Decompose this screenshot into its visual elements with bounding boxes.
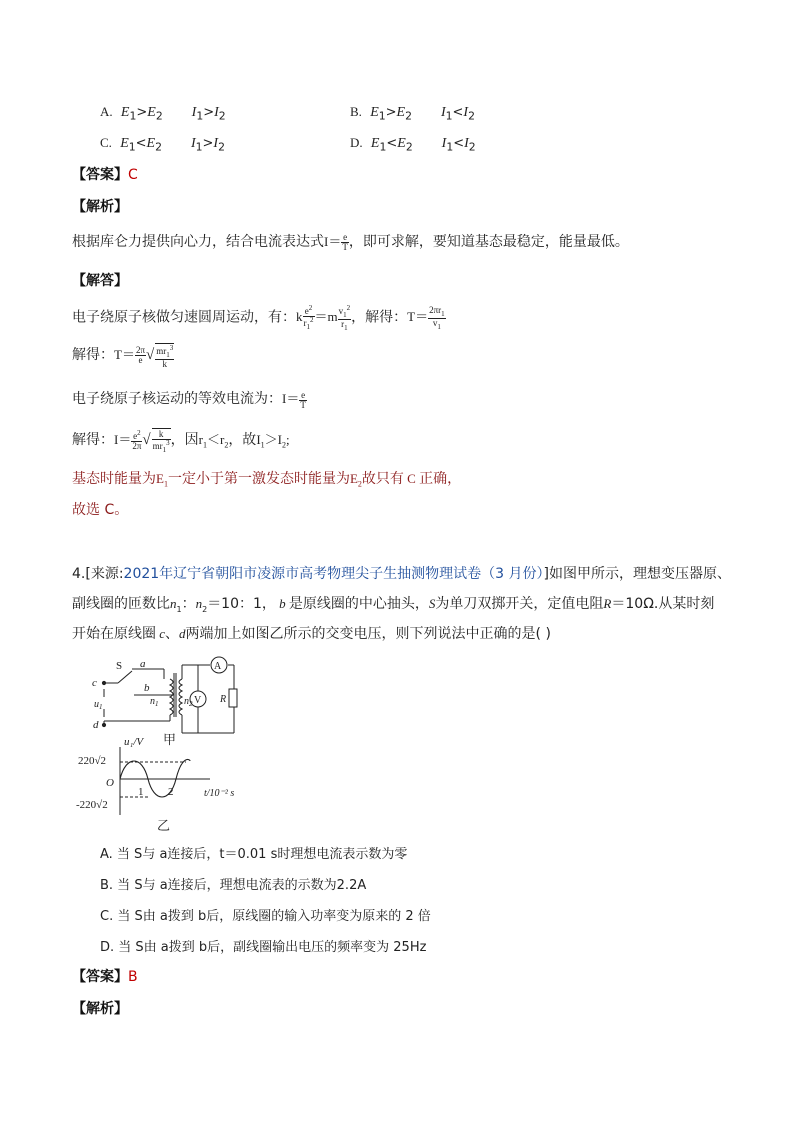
- answer-value: C: [128, 167, 138, 183]
- solution-line-3-text: 电子绕原子核运动的等效电流为：: [72, 391, 282, 407]
- analysis-text-before: 根据库仑力提供向心力，结合电流表达式: [72, 234, 324, 250]
- svg-text:S: S: [116, 660, 123, 672]
- svg-text:A: A: [214, 661, 222, 672]
- question-4-line-2-s: 为单刀双掷开关，定值电阻: [435, 596, 604, 612]
- radius-relation: $r_1<r_2$: [198, 431, 229, 450]
- option-b-label: B.: [350, 104, 362, 119]
- question-4-line-3: 开始在原线圈 c、d两端加上如图乙所示的交变电压，则下列说法中正确的是( ): [72, 626, 551, 642]
- choice-a: A. 当 S与 a连接后，t＝0.01 s时理想电流表示数为零: [100, 847, 408, 862]
- solution-line-5-a: 基态时能量为: [72, 471, 156, 487]
- analysis-formula-frac: [341, 233, 349, 252]
- figure-y-axis-label: u₁/V: [124, 736, 144, 748]
- answer-tag: 【答案】: [72, 167, 128, 183]
- analysis-q4-tag: 【解析】: [72, 1001, 128, 1017]
- solution-line-5-c: 故只有: [361, 471, 404, 487]
- option-c-i-rel: >: [202, 136, 214, 151]
- figure-y-max: 220√2: [78, 755, 107, 767]
- period-formula: T＝ $\frac{2\pi r_1}{v_1}$: [407, 305, 445, 331]
- current-formula: I＝ $\frac{e}{T}$: [282, 389, 306, 410]
- figure-y-min: -220√2: [76, 799, 108, 811]
- figure-tick-1: 1: [138, 786, 144, 798]
- answer-q3: [72, 164, 138, 184]
- option-d-label: D.: [350, 135, 363, 150]
- answer-q4: [72, 966, 138, 986]
- choice-c: C. 当 S由 a拨到 b后，原线圈的输入功率变为原来的 2 倍: [100, 909, 431, 924]
- question-4-source-close: ]: [543, 566, 550, 582]
- solution-line-1: [72, 305, 446, 332]
- question-4-source-open: [来源:: [85, 566, 124, 582]
- option-a-i-rel: >: [203, 105, 215, 120]
- option-c: C. $E_1<E_2$ $I_1>I_2$: [100, 135, 225, 154]
- question-4-line-2-b: 是原线圈的中心抽头，: [288, 596, 429, 612]
- solution-line-2: [72, 343, 174, 369]
- option-c-e-rel: <: [135, 136, 147, 151]
- option-d-e-rel: <: [386, 136, 398, 151]
- question-4-number: 4.: [72, 566, 86, 582]
- option-a-e-rel: >: [136, 105, 148, 120]
- solution-line-6: 故选 C。: [72, 502, 129, 518]
- solution-line-2-text: 解得：: [72, 346, 114, 363]
- figure-label-yi: 乙: [157, 819, 171, 834]
- svg-text:R: R: [220, 694, 227, 705]
- analysis-text: [72, 231, 629, 252]
- coulomb-formula: k $\frac{e^2}{r_1^2}$ ＝m $\frac{v_1^2}{r_1}$: [296, 304, 351, 332]
- question-4-line-2-a: 副线圈的匝数比: [72, 596, 170, 612]
- solution-line-1-text: 电子绕原子核做匀速圆周运动，有：: [72, 309, 296, 326]
- answer-q4-value: B: [128, 969, 138, 985]
- option-d: D. $E_1<E_2$ $I_1<I_2$: [350, 135, 476, 154]
- figure-origin: O: [106, 777, 114, 789]
- solution-line-1-mid: ，解得：: [351, 309, 408, 326]
- svg-text:a: a: [140, 658, 146, 670]
- figure-label-jia: 甲: [163, 733, 177, 748]
- choice-b: B. 当 S与 a连接后，理想电流表的示数为2.2A: [100, 878, 367, 893]
- solution-line-4: [72, 428, 290, 454]
- analysis-tag: 【解析】: [72, 199, 128, 215]
- svg-text:n2: $n_2$: [184, 696, 193, 708]
- question-4-ratio: ＝10：1，: [207, 596, 276, 612]
- solution-line-3: [72, 388, 307, 410]
- choice-d: D. 当 S由 a拨到 b后，副线圈输出电压的频率变为 25Hz: [100, 940, 427, 955]
- svg-text:b: b: [144, 682, 150, 694]
- svg-text:n1: $n_1$: [150, 696, 159, 708]
- solution-line-5: 基态时能量为$E_1$一定小于第一激发态时能量为$E_2$故只有 C 正确，: [72, 471, 462, 489]
- question-4-line-2-r: ＝10Ω.从某时刻: [611, 596, 715, 612]
- solution-line-4-rel: ，故: [228, 431, 257, 448]
- option-c-label: C.: [100, 135, 112, 150]
- option-b: B. $E_1>E_2$ $I_1<I_2$: [350, 104, 475, 123]
- question-4-line-3-c: 两端加上如图乙所示的交变电压，则下列说法中正确的是( ): [185, 626, 551, 642]
- frac-num: e: [343, 231, 348, 242]
- period-result-formula: T＝ $\frac{2\pi}{e}$ √ $\frac{mr_1^3}{k}$: [114, 344, 174, 369]
- solution-line-5-d: 正确，: [419, 471, 462, 487]
- svg-text:d: d: [93, 719, 99, 731]
- option-b-i-rel: <: [452, 105, 464, 120]
- option-d-i-rel: <: [453, 136, 465, 151]
- option-a: A. $E_1>E_2$ $I_1>I_2$: [100, 104, 226, 123]
- current-relation: $I_1>I_2$;: [256, 431, 290, 450]
- svg-text:V: V: [194, 695, 202, 706]
- analysis-text-after: ，即可求解，要知道基态最稳定，能量最低。: [348, 234, 629, 250]
- frac-den: T: [342, 241, 348, 252]
- figure-tick-2: 2: [168, 786, 174, 798]
- solution-tag: 【解答】: [72, 273, 128, 289]
- question-4-line-1-rest: 如图甲所示，理想变压器原、: [549, 566, 732, 582]
- question-4-source-link[interactable]: 2021年辽宁省朝阳市凌源市高考物理尖子生抽测物理试卷（3 月份）: [123, 566, 544, 582]
- question-4-line-1: [72, 563, 731, 583]
- figure-x-axis-label: t/10⁻² s: [204, 788, 235, 799]
- option-a-label: A.: [100, 104, 113, 119]
- question-4-line-3-b: 、: [165, 626, 180, 642]
- analysis-formula-lhs: I＝: [324, 234, 342, 249]
- current-result-formula: I＝ $\frac{e^2}{2\pi}$ √ $\frac{k}{mr_1^3}$: [114, 429, 170, 454]
- svg-text:c: c: [92, 677, 97, 689]
- solution-line-5-b: 一定小于第一激发态时能量为: [167, 471, 350, 487]
- option-b-e-rel: >: [385, 105, 397, 120]
- solution-line-4-mid: ，因: [170, 431, 199, 448]
- answer-q4-tag: 【答案】: [72, 969, 128, 985]
- solution-line-4-text: 解得：: [72, 431, 114, 448]
- svg-text:u1: $u_1$: [94, 699, 103, 711]
- question-4-line-2: 副线圈的匝数比$n_1$：$n_2=10$：1， b 是原线圈的中心抽头，S为单刀双掷开关，定值电阻R＝10Ω.从某时刻: [72, 596, 715, 614]
- question-4-line-3-a: 开始在原线圈: [72, 626, 156, 642]
